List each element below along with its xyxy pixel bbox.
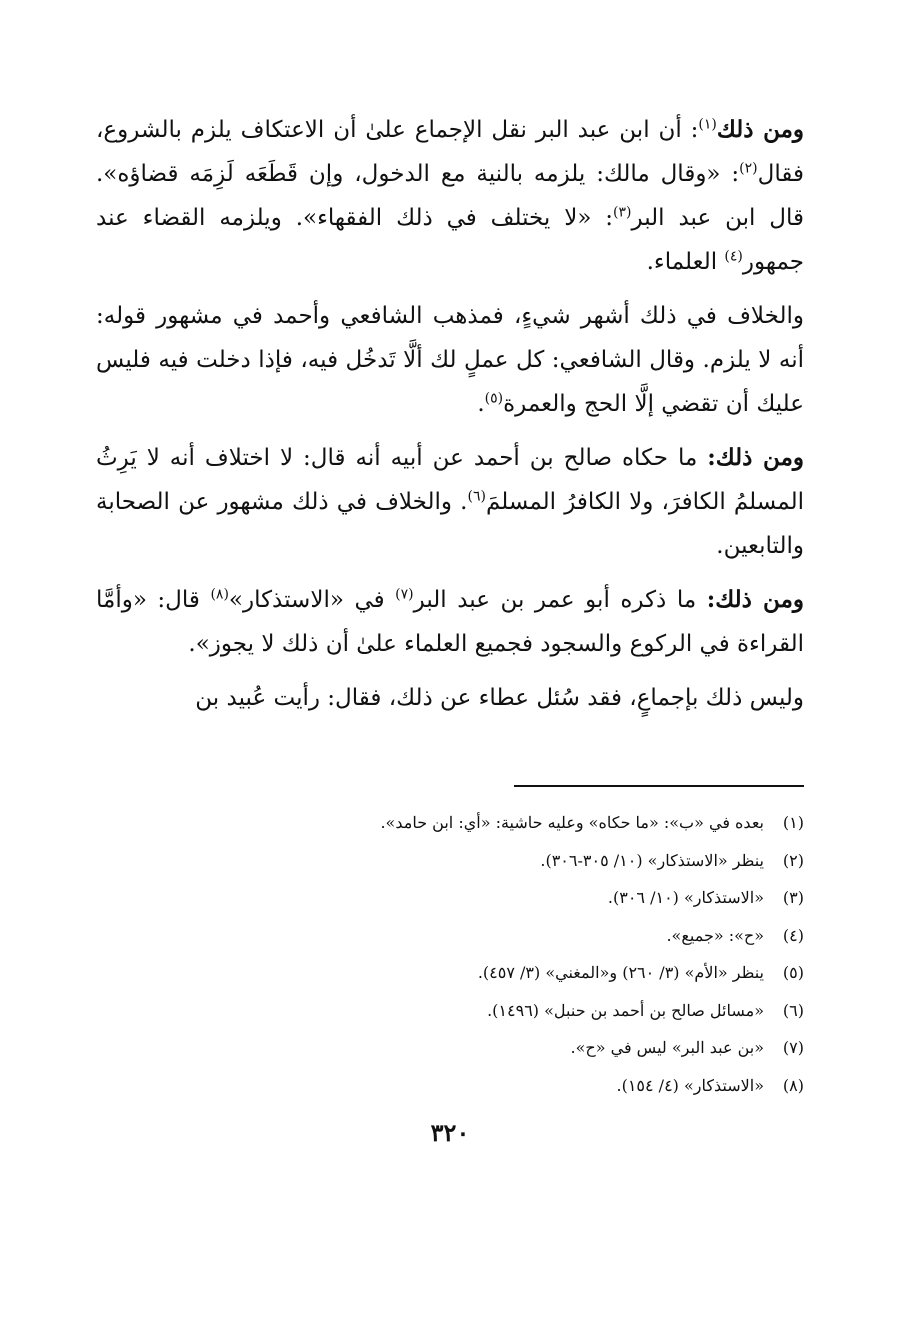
paragraph-text: ما ذكره أبو عمر بن عبد البر [413, 587, 707, 613]
paragraph-text: . والخلاف في ذلك مشهور عن الصحابة والتابعين. [96, 489, 804, 559]
paragraph-text: : «وقال مالك: يلزمه بالنية مع الدخول، وإن قَطَعَه لَزِمَه قضاؤه». قال ابن عبد البر [96, 161, 805, 231]
footnote-marker: (١) [698, 116, 717, 133]
footnote-text: «مسائل صالح بن أحمد بن حنبل» (١٤٩٦). [487, 1000, 764, 1020]
footnote-item [96, 879, 804, 917]
footnote-marker: (٢) [739, 160, 758, 177]
footnote-text: بعده في «ب»: «ما حكاه» وعليه حاشية: «أي: ابن حامد». [380, 813, 764, 832]
footnote-item [96, 992, 804, 1030]
lead-phrase: ومن ذلك: [706, 586, 804, 613]
footnotes-list [96, 804, 804, 1104]
footnote-marker: (٥) [484, 390, 504, 407]
paragraph-text: العلماء. [646, 249, 725, 275]
footnote-item [96, 804, 804, 842]
paragraph-text: . [477, 391, 485, 417]
footnote-number: (٧) [782, 1038, 804, 1057]
lead-phrase: ومن ذلك [716, 116, 805, 143]
page-number: ٣٢٠ [430, 1118, 470, 1147]
footnote-text: ينظر «الاستذكار» (١٠/ ٣٠٥-٣٠٦). [540, 850, 764, 870]
paragraph [96, 436, 804, 568]
footnote-text: «بن عبد البر» ليس في «ح». [570, 1038, 764, 1057]
paragraph [96, 676, 804, 720]
footnote-marker: (٦) [467, 488, 486, 505]
paragraph [96, 294, 804, 426]
footnote-item [96, 954, 804, 992]
paragraph-text: قال: «وأمَّا القراءة في الركوع والسجود فجميع العلماء علىٰ أن ذلك لا يجوز». [96, 587, 804, 657]
footnote-text: «الاستذكار» (٤/ ١٥٤). [616, 1075, 764, 1095]
footnote-marker: (٨) [210, 586, 229, 603]
paragraph-text: ما حكاه صالح بن أحمد عن أبيه أنه قال: لا اختلاف أنه لا يَرِثُ المسلمُ الكافرَ، ولا الكافرُ المسلمَ [96, 445, 805, 515]
footnote-number: (٣) [782, 888, 804, 907]
footnote-number: (٢) [782, 850, 804, 870]
footnote-item [96, 1067, 804, 1105]
paragraph-text: : «لا يختلف في ذلك الفقهاء». ويلزمه القضاء عند جمهور [96, 205, 804, 275]
footnote-item [96, 1029, 804, 1067]
paragraph-text: وليس ذلك بإجماعٍ، فقد سُئل عطاء عن ذلك، فقال: رأيت عُبيد بن [195, 685, 804, 711]
paragraph [96, 578, 804, 666]
paragraph-text: في «الاستذكار» [228, 587, 396, 613]
footnote-text: «الاستذكار» (١٠/ ٣٠٦). [607, 888, 764, 907]
body-text [96, 108, 804, 720]
footnote-marker: (٣) [613, 204, 632, 221]
paragraph [96, 108, 804, 284]
footnote-number: (٤) [782, 925, 804, 945]
footnote-marker: (٤) [724, 248, 743, 265]
footnote-marker: (٧) [395, 586, 414, 603]
footnote-text: «ح»: «جميع». [666, 925, 764, 945]
footnote-item [96, 917, 804, 955]
lead-phrase: ومن ذلك: [707, 444, 804, 471]
footnote-number: (٦) [782, 1000, 804, 1020]
book-page [96, 108, 804, 1319]
footnote-item [96, 842, 804, 880]
footnote-number: (٥) [782, 963, 804, 982]
footnote-separator [514, 785, 804, 787]
footnote-text: ينظر «الأم» (٣/ ٢٦٠) و«المغني» (٣/ ٤٥٧). [477, 963, 764, 982]
footnote-number: (١) [782, 813, 804, 832]
paragraph-text: : أن ابن عبد البر نقل الإجماع علىٰ أن الاعتكاف يلزم بالشروع، فقال [96, 117, 804, 187]
footnote-number: (٨) [782, 1075, 804, 1095]
paragraph-text: والخلاف في ذلك أشهر شيءٍ، فمذهب الشافعي وأحمد في مشهور قوله: أنه لا يلزم. وقال الشافعي: كل عملٍ لك ألَّا تَدخُل فيه، فإذا دخلت فيه فليس عليك أن تقضي إلَّا الحج والعمرة [96, 303, 804, 417]
